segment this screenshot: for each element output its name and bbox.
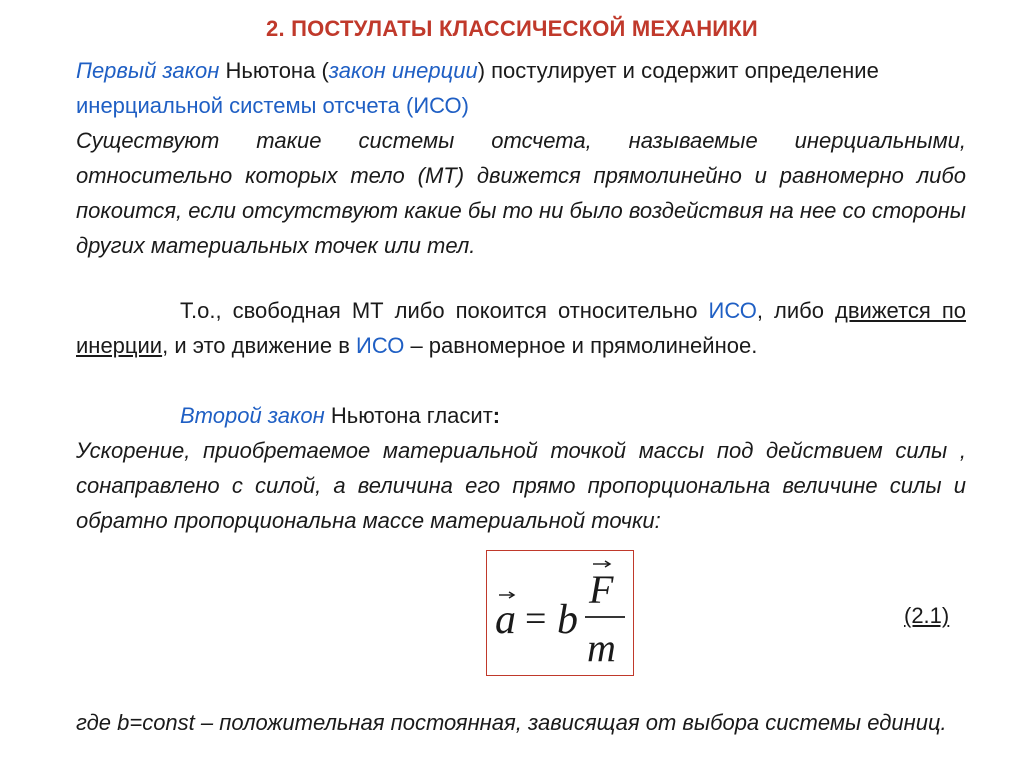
constant-explanation: где b=const – положительная постоянная, зависящая от выбора системы единиц. — [76, 710, 947, 735]
free-point-text-2: , либо — [756, 298, 836, 323]
first-law-term: Первый закон — [76, 58, 220, 83]
formula-coef: b — [557, 597, 578, 643]
close-paren: ) — [477, 58, 486, 83]
colon: : — [492, 403, 501, 428]
formula-denominator: m — [587, 625, 616, 670]
free-point-text-3: , и это движение в — [162, 333, 356, 358]
second-law-term: Второй закон — [180, 403, 325, 428]
moves-by-inertia-text: движется по инерции — [76, 298, 966, 358]
newton-word: Ньютона — [219, 58, 322, 83]
inertia-law-term: закон инерции — [328, 58, 478, 83]
iso-term-1: ИСО — [708, 298, 757, 323]
second-law-intro — [76, 398, 966, 433]
first-law-intro — [76, 53, 966, 123]
open-paren: ( — [321, 58, 329, 83]
first-law-postulate-text: постулирует и содержит определение — [485, 58, 879, 83]
free-point-text-1: Т.о., свободная МТ либо покоится относительно — [180, 298, 709, 323]
newton-second-law-formula — [487, 551, 635, 677]
iso-term-2: ИСО — [356, 333, 405, 358]
formula-equals: = — [525, 598, 547, 640]
slide-title: 2. ПОСТУЛАТЫ КЛАССИЧЕСКОЙ МЕХАНИКИ — [266, 16, 758, 41]
formula-lhs: a — [495, 597, 516, 643]
free-point-statement — [76, 293, 966, 363]
free-point-text-4: – равномерное и прямолинейное. — [404, 333, 758, 358]
formula-numerator: F — [589, 567, 614, 612]
inertial-frame-term: инерциальной системы отсчета (ИСО) — [76, 93, 469, 118]
inertial-frame-definition: Существуют такие системы отсчета, называемые инерциальными, относительно которых тело (МТ) движется прямолинейно и равномерно либо покоится, если отсутствуют какие бы то ни было воздействия на нее со стороны других материальных точек или тел. — [76, 128, 966, 258]
second-law-definition: Ускорение, приобретаемое материальной точкой массы под действием силы , сонаправлено с силой, а величина его прямо пропорциональна величине силы и обратно пропорциональна массе материальной точки: — [76, 438, 966, 533]
formula-box — [486, 550, 634, 676]
equation-number: (2.1) — [904, 603, 950, 628]
second-law-says-text: Ньютона гласит — [324, 403, 493, 428]
